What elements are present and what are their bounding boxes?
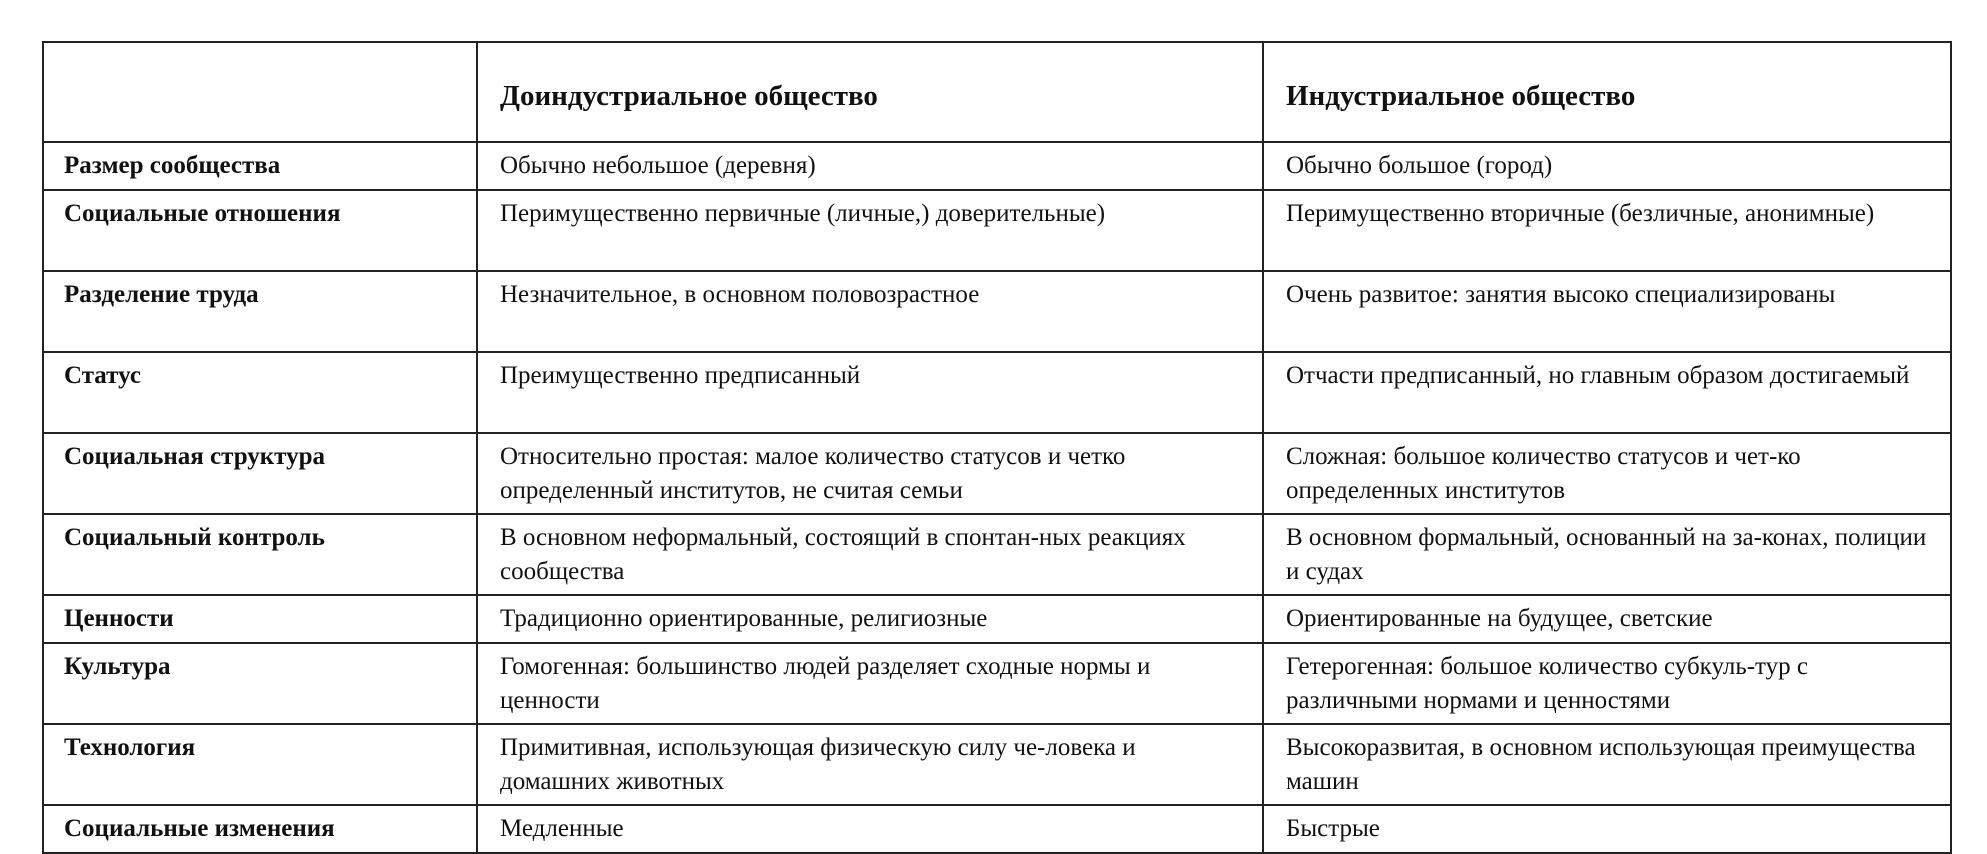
industrial-cell: Отчасти предписанный, но главным образом достигаемый xyxy=(1263,352,1951,433)
industrial-cell: Гетерогенная: большое количество субкуль-тур с различными нормами и ценностями xyxy=(1263,643,1951,724)
table-header-row xyxy=(43,42,1951,142)
industrial-cell: Быстрые xyxy=(1263,805,1951,853)
header-industrial: Индустриальное общество xyxy=(1263,42,1951,142)
row-label: Социальные изменения xyxy=(43,805,477,853)
table-row xyxy=(43,805,1951,853)
preindustrial-cell: Незначительное, в основном половозрастное xyxy=(477,271,1263,352)
society-comparison-table xyxy=(42,41,1952,854)
row-label: Размер сообщества xyxy=(43,142,477,190)
row-label: Статус xyxy=(43,352,477,433)
industrial-cell: Сложная: большое количество статусов и чет-ко определенных институтов xyxy=(1263,433,1951,514)
preindustrial-cell: Обычно небольшое (деревня) xyxy=(477,142,1263,190)
table-row xyxy=(43,595,1951,643)
row-label: Социальные отношения xyxy=(43,190,477,271)
comparison-table-container xyxy=(42,41,1950,854)
header-preindustrial: Доиндустриальное общество xyxy=(477,42,1263,142)
preindustrial-cell: Традиционно ориентированные, религиозные xyxy=(477,595,1263,643)
row-label: Социальный контроль xyxy=(43,514,477,595)
preindustrial-cell: Преимущественно предписанный xyxy=(477,352,1263,433)
table-row xyxy=(43,514,1951,595)
preindustrial-cell: Относительно простая: малое количество статусов и четко определенный институтов, не считая семьи xyxy=(477,433,1263,514)
table-row xyxy=(43,352,1951,433)
table-row xyxy=(43,190,1951,271)
row-label: Технология xyxy=(43,724,477,805)
preindustrial-cell: Гомогенная: большинство людей разделяет сходные нормы и ценности xyxy=(477,643,1263,724)
industrial-cell: Обычно большое (город) xyxy=(1263,142,1951,190)
preindustrial-cell: В основном неформальный, состоящий в спонтан-ных реакциях сообщества xyxy=(477,514,1263,595)
row-label: Социальная структура xyxy=(43,433,477,514)
table-row xyxy=(43,142,1951,190)
industrial-cell: Высокоразвитая, в основном использующая преимущества машин xyxy=(1263,724,1951,805)
table-row xyxy=(43,433,1951,514)
preindustrial-cell: Медленные xyxy=(477,805,1263,853)
industrial-cell: Перимущественно вторичные (безличные, анонимные) xyxy=(1263,190,1951,271)
header-empty xyxy=(43,42,477,142)
table-row xyxy=(43,271,1951,352)
industrial-cell: Очень развитое: занятия высоко специализированы xyxy=(1263,271,1951,352)
preindustrial-cell: Перимущественно первичные (личные,) доверительные) xyxy=(477,190,1263,271)
table-row xyxy=(43,724,1951,805)
industrial-cell: Ориентированные на будущее, светские xyxy=(1263,595,1951,643)
row-label: Разделение труда xyxy=(43,271,477,352)
industrial-cell: В основном формальный, основанный на за-конах, полиции и судах xyxy=(1263,514,1951,595)
row-label: Ценности xyxy=(43,595,477,643)
table-row xyxy=(43,643,1951,724)
preindustrial-cell: Примитивная, использующая физическую силу че-ловека и домашних животных xyxy=(477,724,1263,805)
row-label: Культура xyxy=(43,643,477,724)
